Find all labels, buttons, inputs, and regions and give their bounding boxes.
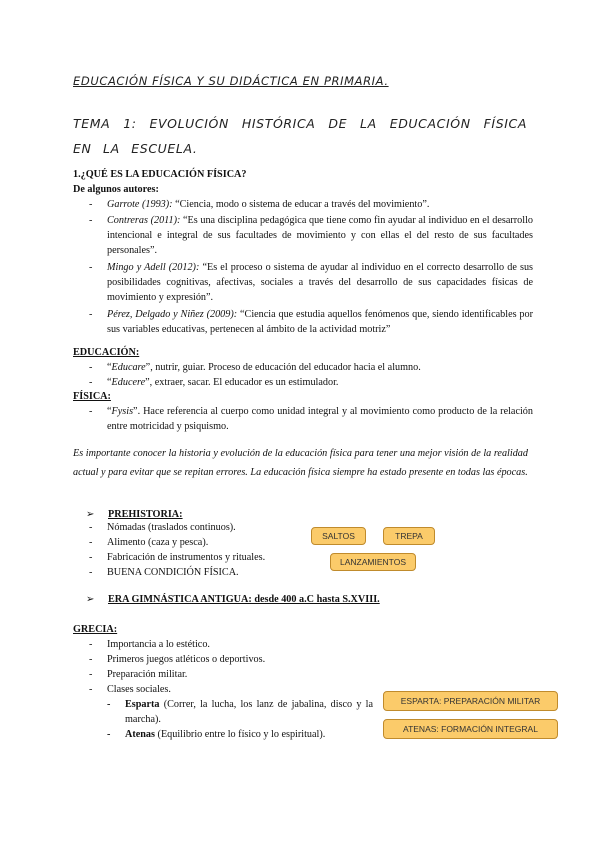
polis-text: (Correr, la lucha, los lanz de jabalina, disco y la marcha). [125, 699, 373, 725]
list-item: - Alimento (caza y pesca). [73, 535, 373, 550]
term-text: ”, nutrir, guiar. Proceso de educación del educador hacia el alumno. [145, 362, 421, 373]
tag-atenas: ATENAS: FORMACIÓN INTEGRAL [383, 719, 558, 739]
term-text: ”, extraer, sacar. El educador es un estimulador. [145, 377, 339, 388]
list-item [73, 727, 373, 742]
author-name: Contreras (2011): [107, 215, 181, 226]
grecia-list [73, 637, 373, 697]
section-subheading: De algunos autores: [73, 184, 159, 195]
era-heading: ERA GIMNÁSTICA ANTIGUA: desde 400 a.C hasta S.XVIII. [108, 594, 380, 605]
list-item: - “Fysis”. Hace referencia al cuerpo como unidad integral y al movimiento como producto de la relación entre motricidad y psiquismo. [73, 404, 533, 434]
section-educacion [73, 345, 533, 390]
educacion-heading: EDUCACIÓN: [73, 347, 140, 358]
grecia-heading: GRECIA: [73, 624, 118, 635]
list-item: - BUENA CONDICIÓN FÍSICA. [73, 565, 373, 580]
polis-name: Esparta [125, 699, 160, 710]
list-item: - “Educere”, extraer, sacar. El educador es un estimulador. [73, 375, 533, 390]
arrow-bullet-icon: ➢ [86, 509, 95, 520]
list-item [73, 197, 533, 212]
tag-saltos: SALTOS [311, 527, 366, 545]
tema-heading: TEMA 1: EVOLUCIÓN HISTÓRICA DE LA EDUCACIÓN FÍSICA EN LA ESCUELA. [73, 116, 527, 156]
polis-text: (Equilibrio entre lo físico y lo espiritual). [155, 729, 326, 740]
author-name: Pérez, Delgado y Niñez (2009): [107, 309, 238, 320]
list-item [73, 213, 533, 258]
list-item: - Fabricación de instrumentos y rituales. [73, 550, 373, 565]
list-item [73, 260, 533, 305]
arrow-bullet-icon: ➢ [86, 594, 95, 605]
author-definitions-list [73, 197, 533, 337]
list-item: - Nómadas (traslados continuos). [73, 520, 373, 535]
tag-trepa: TREPA [383, 527, 435, 545]
polis-name: Atenas [125, 729, 155, 740]
list-item: - Clases sociales. [73, 682, 373, 697]
latin-term: Educere [111, 377, 146, 388]
definition-text: “Es el proceso o sistema de ayudar al individuo en el correcto desarrollo de sus posibilidades cognitivas, afectivas, sociales a través del desarrollo de sus capacidades físicas de movimiento y expresión”. [107, 262, 533, 303]
educacion-list [73, 360, 533, 390]
fisica-heading: FÍSICA: [73, 391, 111, 402]
greek-term: Fysis [111, 406, 134, 417]
prehistoria-heading: PREHISTORIA: [108, 509, 183, 520]
author-name: Garrote (1993): [107, 199, 173, 210]
fisica-list [73, 404, 533, 434]
list-item [73, 697, 373, 727]
list-item: - “Educare”, nutrir, guiar. Proceso de educación del educador hacia el alumno. [73, 360, 533, 375]
list-item: - Importancia a lo estético. [73, 637, 373, 652]
section-prehistoria [73, 520, 333, 580]
era-heading-row [86, 594, 380, 605]
list-item: - Primeros juegos atléticos o deportivos. [73, 652, 373, 667]
definition-text: “Es una disciplina pedagógica que tiene como fin ayudar al individuo en el desarrollo intencional e integral de sus facultades de movimiento y con ellas el del resto de sus facultades personales”. [107, 215, 533, 256]
list-item [73, 307, 533, 337]
author-name: Mingo y Adell (2012): [107, 262, 200, 273]
tag-esparta: ESPARTA: PREPARACIÓN MILITAR [383, 691, 558, 711]
term-text: ”. Hace referencia al cuerpo como unidad integral y al movimiento como producto de la relación entre motricidad y psiquismo. [107, 406, 533, 432]
latin-term: Educare [111, 362, 146, 373]
list-item: - Preparación militar. [73, 667, 373, 682]
grecia-sublist [73, 697, 373, 742]
section-fisica [73, 389, 533, 434]
definition-text: “Ciencia que estudia aquellos fenómenos que, siendo identificables por sus variables educativas, pertenecen al ámbito de la actividad motriz” [107, 309, 533, 335]
definition-text: “Ciencia, modo o sistema de educar a través del movimiento”. [172, 199, 430, 210]
prehistoria-heading-row [86, 509, 183, 520]
intro-paragraph: Es importante conocer la historia y evolución de la educación física para tener una mejor visión de la realidad actual y para evitar que se repitan errores. La educación física siempre ha estado presente en todas las épocas. [73, 448, 528, 478]
section-heading: 1.¿QUÉ ES LA EDUCACIÓN FÍSICA? [73, 169, 247, 180]
tag-lanzamientos: LANZAMIENTOS [330, 553, 416, 571]
document-title: EDUCACIÓN FÍSICA Y SU DIDÁCTICA EN PRIMARIA. [73, 74, 389, 88]
section-what-is-pe [73, 167, 533, 337]
